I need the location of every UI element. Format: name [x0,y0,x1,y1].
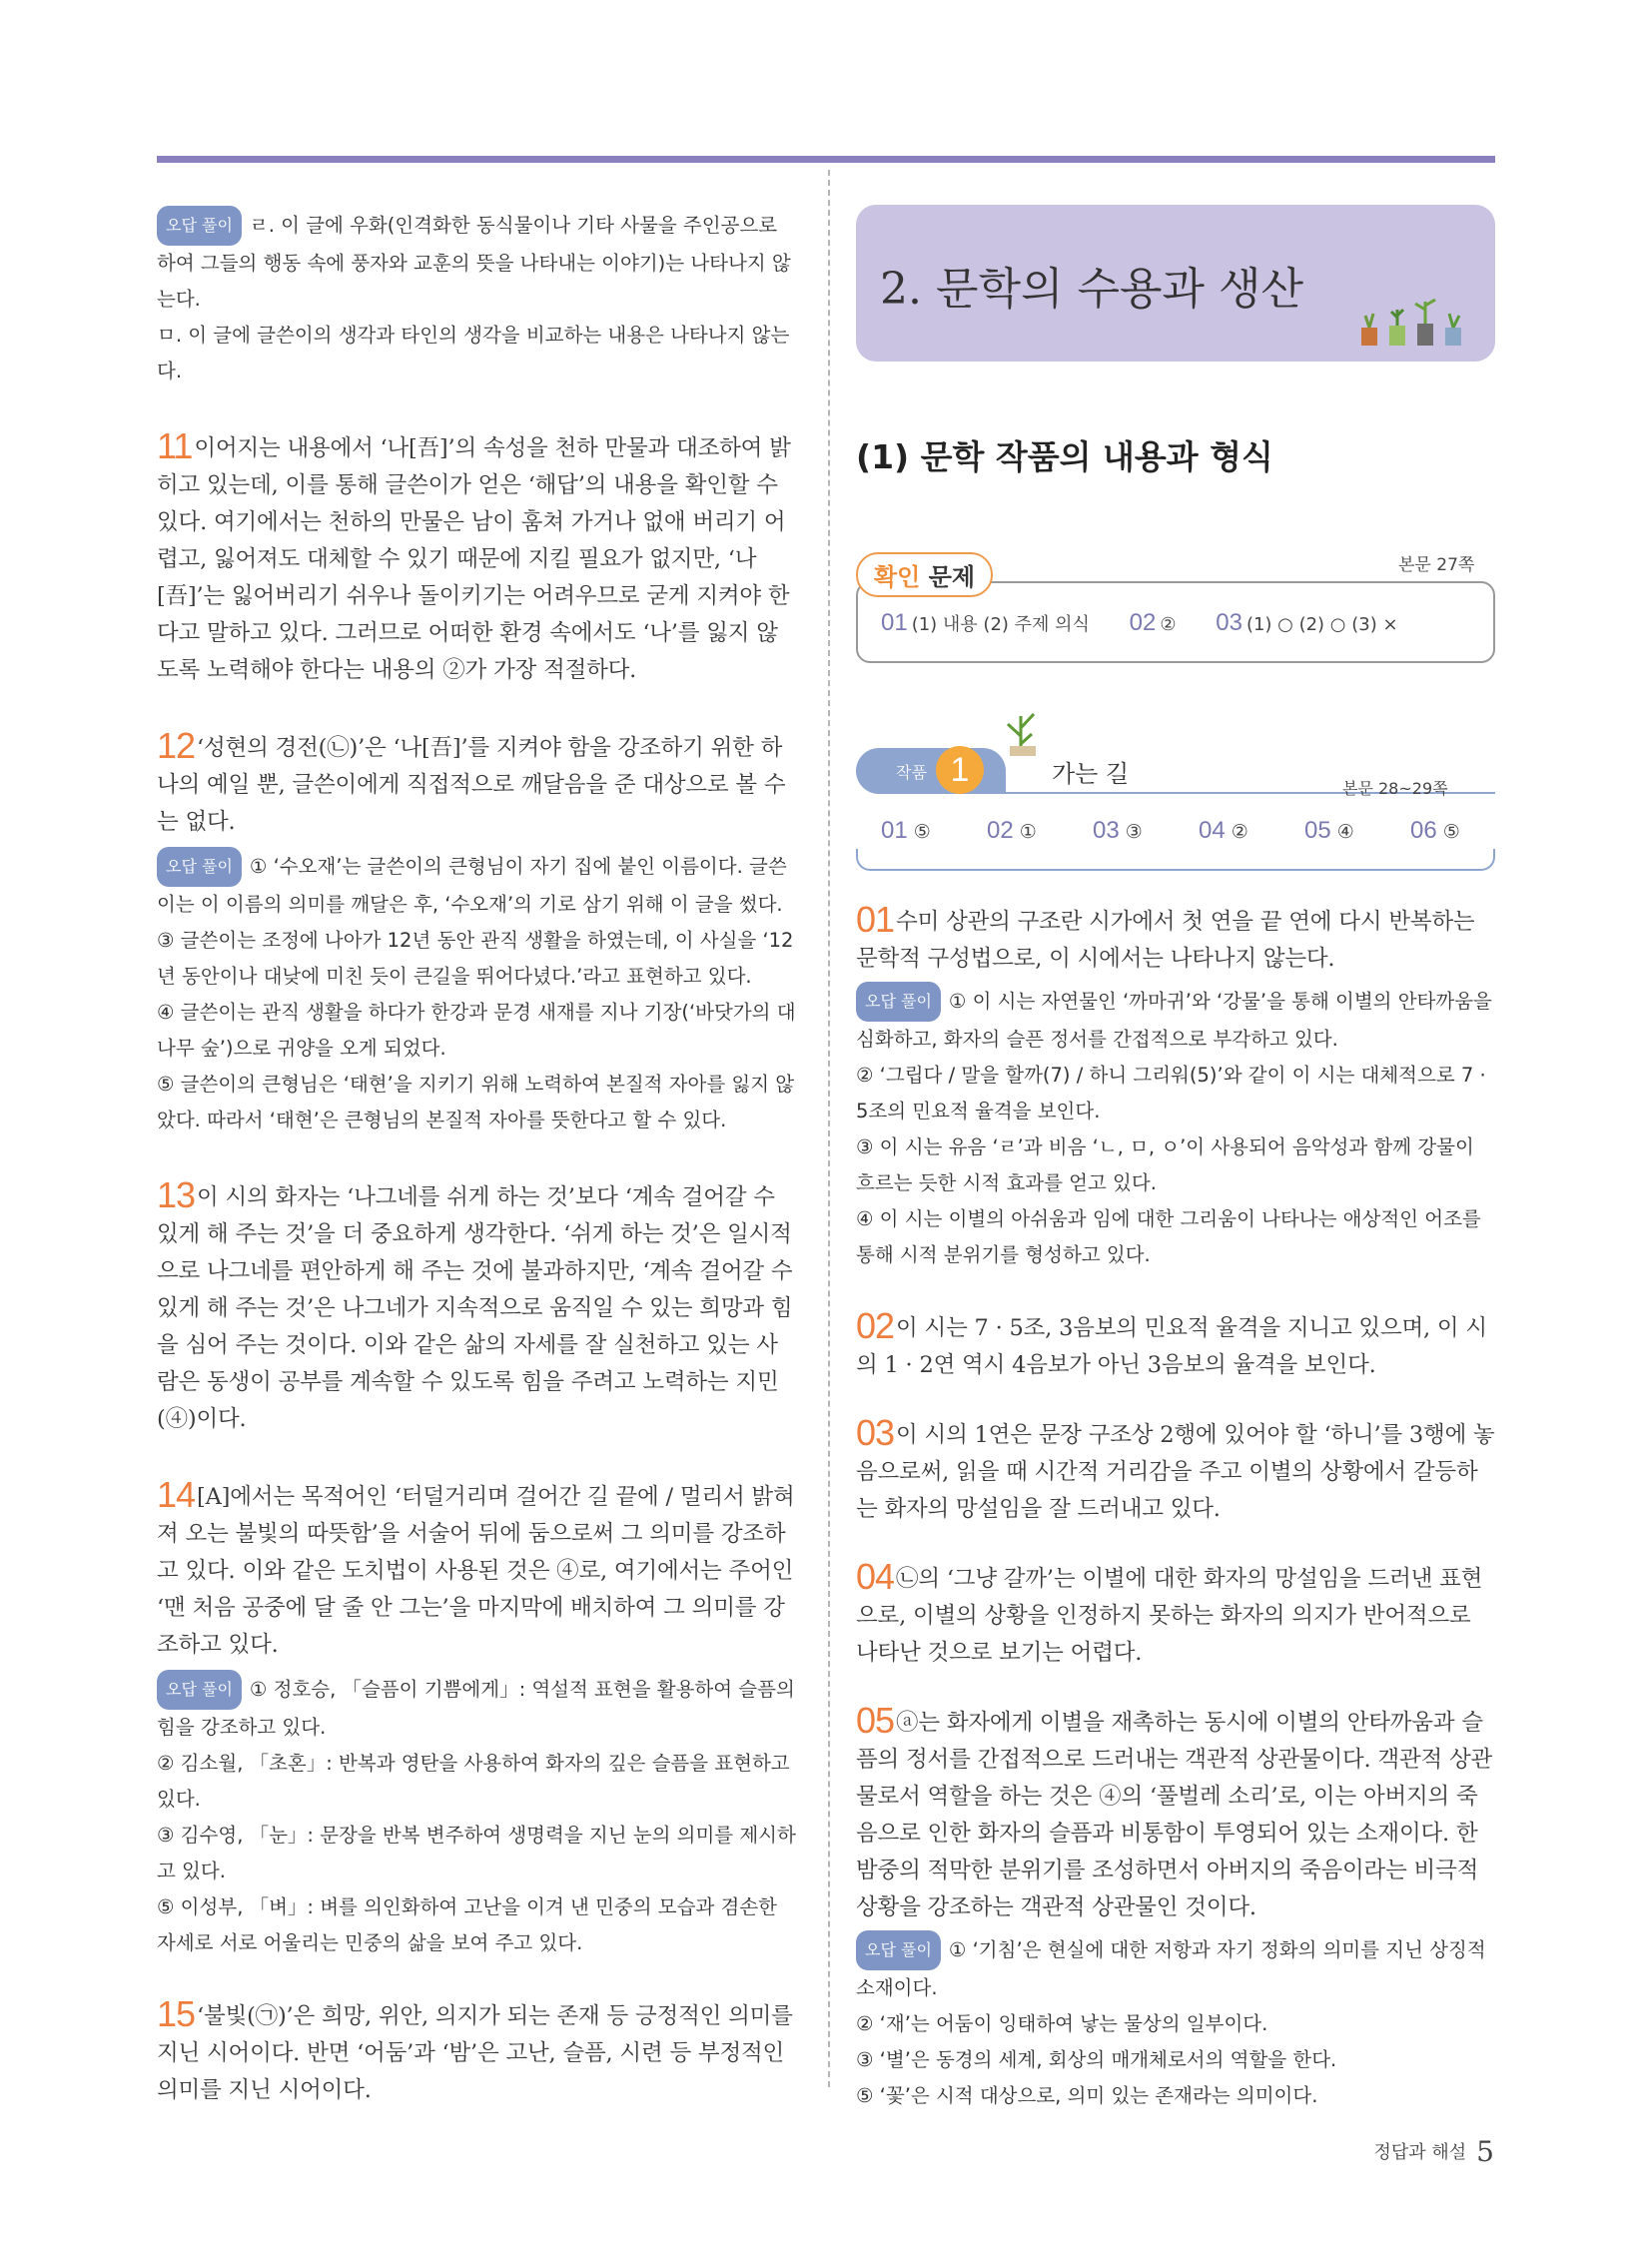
wrong-item: ④ 이 시는 이별의 아쉬움과 임에 대한 그리움이 나타나는 애상적인 어조를 통해 시적 분위기를 형성하고 있다. [856,1207,1481,1266]
wrong-explanation-01 [856,982,1495,1273]
wrong-item: ③ ‘별’은 동경의 세계, 회상의 매개체로서의 역할을 한다. [856,2048,1337,2071]
wrong-item: ⑤ 이성부, 「벼」: 벼를 의인화하여 고난을 이겨 낸 민중의 모습과 겸손한 자세로 서로 어울리는 민중의 삶을 보여 주고 있다. [157,1895,777,1954]
question-number: 14 [157,1474,196,1515]
work-answer: 05 ④ [1304,817,1354,844]
question-number: 02 [856,1305,895,1346]
work-number: 1 [936,746,984,794]
work-answer: 06 ⑤ [1410,817,1460,844]
confirm-tab: 확인 문제 [856,552,993,597]
confirm-answers: 01 (1) 내용 (2) 주제 의식 02 ② 03 (1) ○ (2) ○ (3) × [881,609,1398,636]
work-answer: 04 ② [1199,817,1248,844]
question-number: 01 [856,899,895,940]
wrong-item: ③ 글쓴이는 조정에 나아가 12년 동안 관직 생활을 하였는데, 이 사실을 ‘12년 동안이나 대낮에 미친 듯이 큰길을 뛰어다녔다.’라고 표현하고 있다. [157,929,794,988]
work-box-bottom [856,849,1495,871]
wrong-item: ③ 김수영, 「눈」: 문장을 반복 변주하여 생명력을 지닌 눈의 의미를 제시하고 있다. [157,1824,796,1882]
page-footer [1374,2135,1495,2168]
wrong-badge: 오답 풀이 [157,1670,242,1710]
wrong-badge: 오답 풀이 [157,206,242,246]
wrong-item: ㅁ. 이 글에 글쓴이의 생각과 타인의 생각을 비교하는 내용은 나타나지 않는다. [157,324,790,382]
work-page-ref: 본문 28~29쪽 [1342,779,1448,798]
work-label: 작품 [896,763,927,782]
work-answers [881,817,1460,845]
question-number: 13 [157,1174,196,1215]
question-number: 15 [157,1993,196,2034]
wrong-explanation-05 [856,1930,1495,2114]
answer-15: 15‘불빛(㉠)’은 희망, 위안, 의지가 되는 존재 등 긍정적인 의미를 지닌 시어이다. 반면 ‘어둠’과 ‘밤’은 고난, 슬픔, 시련 등 부정적인 의미를 지닌 시어이다. [157,1993,793,2103]
question-number: 05 [856,1700,895,1741]
answer-03: 03이 시의 1연은 문장 구조상 2행에 있어야 할 ‘하니’를 3행에 놓음으로써, 읽을 때 시간적 거리감을 주고 이별의 상황에서 갈등하는 화자의 망설임을 잘 드러내고 있다. [856,1412,1495,1522]
wrong-explanation-14 [157,1670,796,1961]
wrong-item: 오답 풀이 ㄹ. 이 글에 우화(인격화한 동식물이나 기타 사물을 주인공으로 하여 그들의 행동 속에 풍자와 교훈의 뜻을 나타내는 이야기)는 나타나지 않는다. [157,206,796,318]
work-answer: 03 ③ [1093,817,1143,844]
top-wrong-explanation [157,206,796,389]
right-column [856,901,1495,2114]
section-title: (1) 문학 작품의 내용과 형식 [856,437,1273,476]
plant-icon [996,706,1046,756]
wrong-item: 오답 풀이 ① 정호승, 「슬픔이 기쁨에게」: 역설적 표현을 활용하여 슬픔의 힘을 강조하고 있다. [157,1670,796,1746]
column-divider [828,170,830,2087]
wrong-item: ② ‘그립다 / 말을 할까(7) / 하니 그리워(5)’와 같이 이 시는 대체적으로 7 · 5조의 민요적 율격을 보인다. [856,1064,1486,1122]
answer-05: 05ⓐ는 화자에게 이별을 재촉하는 동시에 이별의 안타까움과 슬픔의 정서를 간접적으로 드러내는 객관적 상관물이다. 객관적 상관물로서 역할을 하는 것은 ④의 ‘풀벌레 소리’로, 이는 아버지의 죽음으로 인한 화자의 슬픔과 비통함이 투영되어 있는 소재이다. 한밤중의 적막한 분위기를 조성하면서 아버지의 죽음이라는 비극적 상황을 강조하는 객관적 상관물인 것이다. [856,1700,1493,1920]
wrong-item: 오답 풀이 ① ‘수오재’는 글쓴이의 큰형님이 자기 집에 붙인 이름이다. 글쓴이는 이 이름의 의미를 깨달은 후, ‘수오재’의 기로 삼기 위해 이 글을 썼다. [157,847,796,923]
potted-plants-icon [1353,292,1473,348]
wrong-item: ③ 이 시는 유음 ‘ㄹ’과 비음 ‘ㄴ, ㅁ, ㅇ’이 사용되어 음악성과 함께 강물이 흐르는 듯한 시적 효과를 얻고 있다. [856,1135,1474,1194]
wrong-badge: 오답 풀이 [157,847,242,887]
wrong-item: ④ 글쓴이는 관직 생활을 하다가 한강과 문경 새재를 지나 기장(‘바닷가의 대나무 숲’)으로 귀양을 오게 되었다. [157,1001,796,1060]
wrong-item: ⑤ ‘꽃’은 시적 대상으로, 의미 있는 존재라는 의미이다. [856,2084,1318,2107]
answer-14: 14[A]에서는 목적어인 ‘터덜거리며 걸어간 길 끝에 / 멀리서 밝혀져 오는 불빛의 따뜻함’을 서술어 뒤에 둠으로써 그 의미를 강조하고 있다. 이와 같은 도치법이 사용된 것은 ④로, 여기에서는 주어인 ‘맨 처음 공중에 달 줄 안 그는’을 마지막에 배치하여 그 의미를 강조하고 있다. [157,1474,795,1658]
chapter-title: 2. 문학의 수용과 생산 [880,264,1303,315]
work-answer: 02 ① [987,817,1037,844]
wrong-item: ② 김소월, 「초혼」: 반복과 영탄을 사용하여 화자의 깊은 슬픔을 표현하고 있다. [157,1752,790,1811]
wrong-explanation-12 [157,847,796,1138]
answer-04: 04㉡의 ‘그냥 갈까’는 이별에 대한 화자의 망설임을 드러낸 표현으로, 이별의 상황을 인정하지 못하는 화자의 의지가 반어적으로 나타난 것으로 보기는 어렵다. [856,1556,1483,1666]
question-number: 11 [157,425,193,466]
answer-13: 13이 시의 화자는 ‘나그네를 쉬게 하는 것’보다 ‘계속 걸어갈 수 있게 해 주는 것’을 더 중요하게 생각한다. ‘쉬게 하는 것’은 일시적으로 나그네를 편안하게 해 주는 것에 불과하지만, ‘계속 걸어갈 수 있게 해 주는 것’은 나그네가 지속적으로 움직일 수 있는 희망과 힘을 심어 주는 것이다. 이와 같은 삶의 자세를 잘 실천하고 있는 사람은 동생이 공부를 계속할 수 있도록 힘을 주려고 노력하는 지민(④)이다. [157,1174,793,1432]
wrong-badge: 오답 풀이 [856,982,941,1022]
page-number: 5 [1476,2135,1494,2168]
question-number: 04 [856,1556,895,1597]
wrong-item: 오답 풀이 ① 이 시는 자연물인 ‘까마귀’와 ‘강물’을 통해 이별의 안타까움을 심화하고, 화자의 슬픈 정서를 간접적으로 부각하고 있다. [856,982,1495,1058]
question-number: 03 [856,1412,895,1453]
footer-label: 정답과 해설 [1373,2142,1467,2163]
answer-12: 12‘성현의 경전(㉡)’은 ‘나[吾]’를 지켜야 함을 강조하기 위한 하나의 예일 뿐, 글쓴이에게 직접적으로 깨달음을 준 대상으로 볼 수는 없다. [157,725,786,835]
wrong-item: ⑤ 글쓴이의 큰형님은 ‘태현’을 지키기 위해 노력하여 본질적 자아를 잃지 않았다. 따라서 ‘태현’은 큰형님의 본질적 자아를 뜻한다고 할 수 있다. [157,1073,795,1131]
answer-11: 11이어지는 내용에서 ‘나[吾]’의 속성을 천하 만물과 대조하여 밝히고 있는데, 이를 통해 글쓴이가 얻은 ‘해답’의 내용을 확인할 수 있다. 여기에서는 천하의 만물은 남이 훔쳐 가거나 없애 버리기 어렵고, 잃어져도 대체할 수 있기 때문에 지킬 필요가 없지만, ‘나[吾]’는 잃어버리기 쉬우나 돌이키기는 어려우므로 굳게 지켜야 한다고 말하고 있다. 그러므로 어떠한 환경 속에서도 ‘나’를 잃지 않도록 노력해야 한다는 내용의 ②가 가장 적절하다. [157,425,791,683]
work-title: 가는 길 [1052,760,1130,788]
left-column [157,206,796,2109]
answer-02: 02이 시는 7 · 5조, 3음보의 민요적 율격을 지니고 있으며, 이 시의 1 · 2연 역시 4음보가 아닌 3음보의 율격을 보인다. [856,1305,1487,1378]
wrong-item: ② ‘재’는 어둠이 잉태하여 낳는 물상의 일부이다. [856,2012,1268,2035]
chapter-header [856,205,1495,362]
work-answer: 01 ⑤ [881,817,931,844]
answer-01: 01수미 상관의 구조란 시가에서 첫 연을 끝 연에 다시 반복하는 문학적 구성법으로, 이 시에서는 나타나지 않는다. [856,899,1475,972]
question-number: 12 [157,725,196,766]
wrong-badge: 오답 풀이 [856,1930,941,1970]
confirm-page-ref: 본문 27쪽 [1398,555,1475,575]
top-rule [157,156,1495,163]
work-header [856,748,1495,798]
wrong-item: 오답 풀이 ① ‘기침’은 현실에 대한 저항과 자기 정화의 의미를 지닌 상징적 소재이다. [856,1930,1495,2006]
